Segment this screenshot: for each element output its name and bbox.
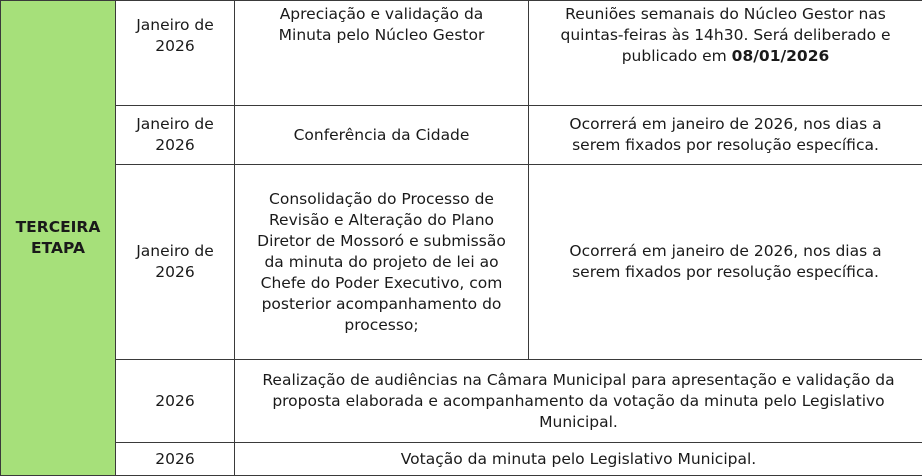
- date-cell: 2026: [116, 443, 235, 476]
- date-line2: 2026: [155, 263, 194, 281]
- date-line1: Janeiro de: [136, 16, 214, 34]
- date-line1: Janeiro de: [136, 242, 214, 260]
- table-row: [1, 106, 922, 165]
- table-row: [1, 443, 922, 476]
- stage-label-line2: ETAPA: [31, 239, 85, 257]
- notes-cell: [529, 1, 922, 106]
- activity-cell: Apreciação e validação da Minuta pelo Núcleo Gestor: [235, 1, 529, 106]
- notes-cell: Ocorrerá em janeiro de 2026, nos dias a serem fixados por resolução específica.: [529, 165, 922, 360]
- date-cell: [116, 106, 235, 165]
- merged-activity-cell: Votação da minuta pelo Legislativo Municipal.: [235, 443, 922, 476]
- table-row: [1, 1, 922, 106]
- stage-cell: [1, 1, 116, 476]
- date-cell: 2026: [116, 360, 235, 443]
- date-cell: [116, 165, 235, 360]
- date-cell: [116, 1, 235, 106]
- notes-text: Reuniões semanais do Núcleo Gestor nas quintas-feiras às 14h30. Será deliberado e publicado em: [560, 5, 890, 65]
- notes-cell: Ocorrerá em janeiro de 2026, nos dias a serem fixados por resolução específica.: [529, 106, 922, 165]
- stage-label-line1: TERCEIRA: [16, 218, 101, 236]
- activity-cell: Consolidação do Processo de Revisão e Alteração do Plano Diretor de Mossoró e submissão da minuta do projeto de lei ao Chefe do Poder Executivo, com posterior acompanhamento do processo;: [235, 165, 529, 360]
- table-row: [1, 360, 922, 443]
- date-line2: 2026: [155, 136, 194, 154]
- notes-date-bold: 08/01/2026: [732, 47, 830, 65]
- date-line1: Janeiro de: [136, 115, 214, 133]
- merged-activity-cell: Realização de audiências na Câmara Municipal para apresentação e validação da proposta elaborada e acompanhamento da votação da minuta pelo Legislativo Municipal.: [235, 360, 922, 443]
- activity-cell: Conferência da Cidade: [235, 106, 529, 165]
- date-line2: 2026: [155, 37, 194, 55]
- table-row: [1, 165, 922, 360]
